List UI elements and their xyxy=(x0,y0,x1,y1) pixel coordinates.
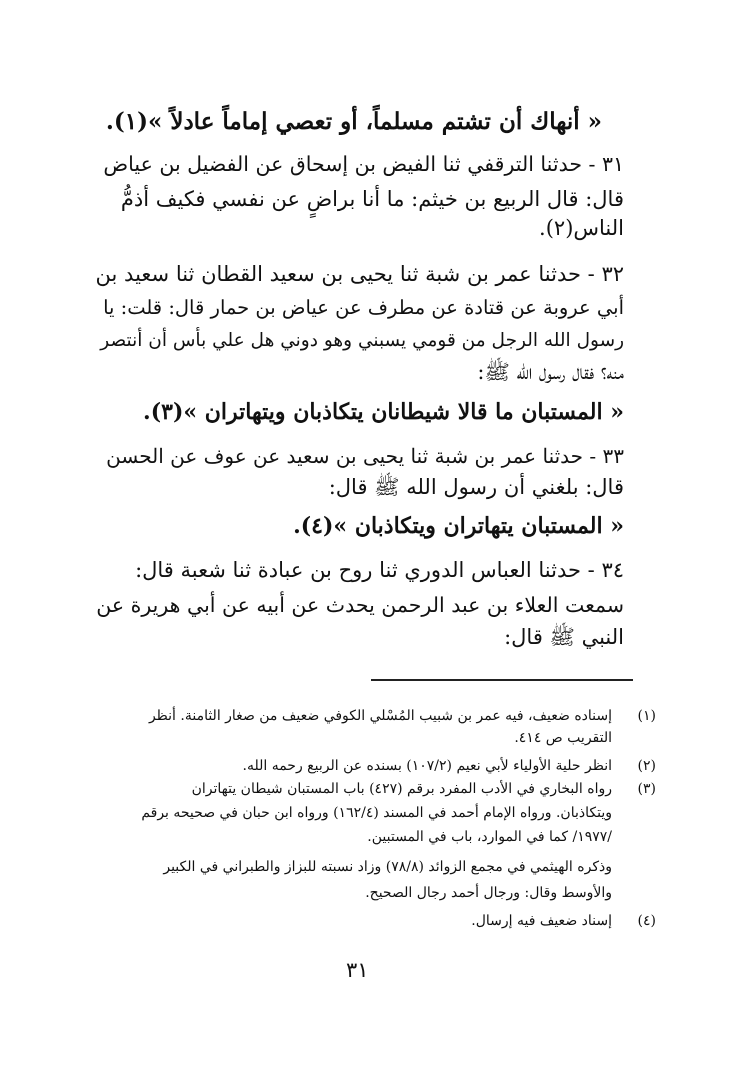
hadith-32-line-2: أبي عروبة عن قتادة عن مطرف عن عياض بن حمار قال: قلت: يا xyxy=(103,296,624,319)
footnote-3-line-1: رواه البخاري في الأدب المفرد برقم (٤٢٧) باب المستبان شيطان يتهاتران xyxy=(191,781,612,797)
footnote-2-number: (٢) xyxy=(637,758,656,774)
hadith-33-line-1: ٣٣ - حدثنا عمر بن شبة ثنا يحيى بن سعيد عن عوف عن الحسن xyxy=(106,444,624,468)
hadith-34-line-2: سمعت العلاء بن عبد الرحمن يحدث عن أبيه عن أبي هريرة عن xyxy=(96,593,624,617)
hadith-34-line-1: ٣٤ - حدثنا العباس الدوري ثنا روح بن عبادة ثنا شعبة قال: xyxy=(135,558,624,582)
footnote-1-line-1: إسناده ضعيف، فيه عمر بن شبيب المُسْلي الكوفي ضعيف من صغار الثامنة. أنظر xyxy=(148,708,612,724)
hadith-32-line-4: منه؟ فقال رسول الله ﷺ: xyxy=(477,360,624,384)
footnote-3-line-4: وذكره الهيثمي في مجمع الزوائد (٧٨/٨) وزاد نسبته للبزاز والطبراني في الكبير xyxy=(163,859,612,875)
footnote-1-line-2: التقريب ص ٤١٤. xyxy=(514,730,612,746)
hadith-31-line-1: ٣١ - حدثنا الترقفي ثنا الفيض بن إسحاق عن الفضيل بن عياض xyxy=(103,152,624,176)
hadith-31-line-2: قال: قال الربيع بن خيثم: ما أنا براضٍ عن نفسي فكيف أذمُّ xyxy=(120,187,624,211)
hadith-quote-1: « أنهاك أن تشتم مسلماً، أو تعصي إماماً عادلاً »(١). xyxy=(105,108,602,135)
footnote-2-line-1: انظر حلية الأولياء لأبي نعيم (١٠٧/٢) بسنده عن الربيع رحمه الله. xyxy=(242,758,612,774)
page-number: ٣١ xyxy=(346,958,369,982)
footnote-1-number: (١) xyxy=(637,708,656,724)
footnote-4-line-1: إسناد ضعيف فيه إرسال. xyxy=(471,913,612,929)
footnote-3-line-3: /١٩٧٧/ كما في الموارد، باب في المستبين. xyxy=(367,829,612,845)
footnote-4-number: (٤) xyxy=(637,913,656,929)
hadith-33-line-2: قال: بلغني أن رسول الله ﷺ قال: xyxy=(328,475,624,499)
footnote-3-number: (٣) xyxy=(637,781,656,797)
hadith-quote-2: « المستبان ما قالا شيطانان يتكاذبان ويتهاتران »(٣). xyxy=(143,399,624,425)
footnote-3-line-2: ويتكاذبان. ورواه الإمام أحمد في المسند (١٦٢/٤) ورواه ابن حبان في صحيحه برقم xyxy=(141,805,612,821)
hadith-32-line-3: رسول الله الرجل من قومي يسبني وهو دوني هل علي بأس أن أنتصر xyxy=(100,330,624,351)
hadith-32-line-1: ٣٢ - حدثنا عمر بن شبة ثنا يحيى بن سعيد القطان ثنا سعيد بن xyxy=(95,262,624,286)
hadith-31-line-3: الناس(٢). xyxy=(539,216,624,240)
hadith-quote-3: « المستبان يتهاتران ويتكاذبان »(٤). xyxy=(293,513,624,539)
footnote-divider xyxy=(371,679,633,681)
hadith-34-line-3: النبي ﷺ قال: xyxy=(504,625,624,649)
footnote-3-line-5: والأوسط وقال: ورجال أحمد رجال الصحيح. xyxy=(365,885,612,901)
